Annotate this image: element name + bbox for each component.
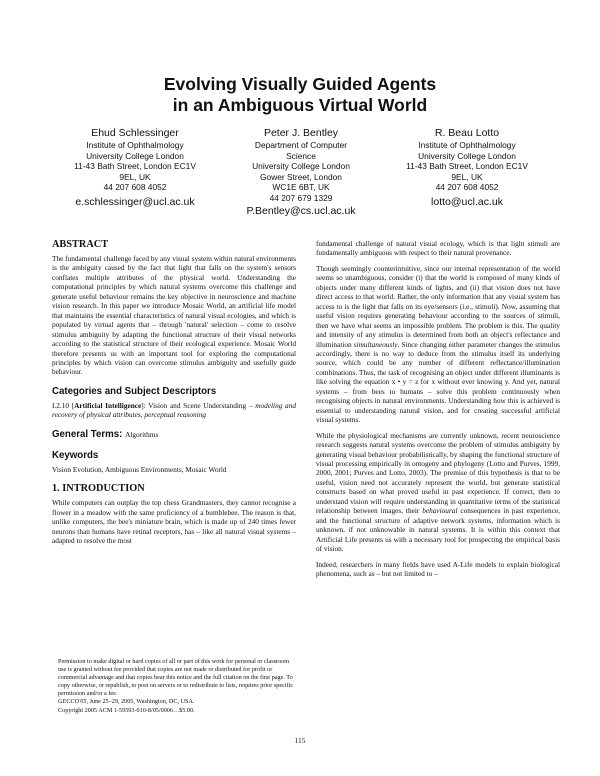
author-affiliation-line: 11-43 Bath Street, London EC1V — [406, 161, 528, 172]
author-name: R. Beau Lotto — [434, 127, 500, 139]
author-affiliation-line: WC1E 6BT, UK — [272, 182, 330, 193]
author-email[interactable]: P.Bentley@cs.ucl.ac.uk — [246, 204, 356, 217]
paragraph-text: . Since changing either parameter changes the stimulus accordingly, there is no way to deduce from the stimulus itself its underlying source, which could be any number of different reflectance/illumination combinations. Thus, the task of recognising an object under different illuminants is like solving the equation x • y = z for x without ever knowing y. And yet, natural systems – from bees to humans – solve this problem continuously when recognising objects in natural environments. Understanding how this is achieved is essential to understanding natural vision, and for creating successful artificial visual systems. — [316, 339, 560, 425]
paragraph-text: Though seemingly counterintuitive, since our internal representation of the world seems so unambiguous, consider (i) that the world is composed of many kinds of objects under many different kinds of lights, and (ii) that vision does not have direct access to that world. Rather, the only information that any visual system has access to is the light that falls on its eye/sensors (i.e., stimuli). Now, assuming that useful vision requires generating behaviour according to the sources of stimuli, then we have what seems an impossible problem. The problem is this. The quality and intensity of any stimulus is determined from both an object's reflectance and illumination — [316, 263, 560, 349]
author-email[interactable]: e.schlessinger@ucl.ac.uk — [75, 195, 195, 208]
author-affiliation-line: 9EL, UK — [451, 171, 483, 182]
paragraph: Indeed, researchers in many fields have used A-Life models to explain biological phenomena, such as – but not limited to – — [316, 559, 560, 578]
paragraph-text: consequences in past experience, and the functional structure of adaptive network systems, information which is unknown, if not unknowable in natural systems. It is within this context that Artificial Life presents us with a necessary tool for prospecting the empirical basis of vision. — [316, 506, 561, 554]
title-line-2: in an Ambiguous Virtual World — [172, 95, 428, 115]
author-block-1 — [50, 126, 220, 209]
keywords-text: Vision Evolution, Ambiguous Environments, Mosaic World — [52, 464, 227, 474]
right-column — [316, 239, 560, 584]
author-affiliation-line: Science — [286, 150, 316, 161]
copyright-line: Copyright 2005 ACM 1-59593-010-8/05/0006…$5.00. — [58, 706, 195, 714]
paragraph-text: While the physiological mechanisms are currently unknown, recent neuroscience research suggests natural systems overcome the problem of stimulus ambiguity by generating visual behaviour probabilistically, by shaping the functional structure of visual processing empirically in ontogeny and phylogeny (Lotto and Purves, 1999, 2000, 2001; Purves and Lotto, 2003). The premise of this hypothesis is that to be useful, vision need not accurately represent the world, but generate statistical constructs based on what proved useful in past experience. If correct, then to understand vision will require understanding in quantitative terms of the statistical relationship between images, their — [316, 430, 560, 516]
author-block-2 — [226, 126, 376, 218]
title-line-1: Evolving Visually Guided Agents — [163, 74, 437, 94]
paragraph-emphasis: behavioural — [422, 506, 458, 516]
author-block-3 — [382, 126, 552, 209]
categories-heading: Categories and Subject Descriptors — [52, 385, 217, 397]
general-terms-heading — [52, 429, 296, 441]
paragraph: fundamental challenge of natural visual ecology, which is that light stimuli are fundamentally ambiguous with respect to their natural provenance. — [316, 239, 560, 258]
general-terms-text: Algorithms — [125, 429, 159, 439]
author-name: Peter J. Bentley — [263, 127, 339, 139]
author-affiliation-line: 9EL, UK — [119, 171, 151, 182]
venue-line — [58, 698, 296, 706]
paragraph — [316, 431, 560, 554]
category-name: Artificial Intelligence — [74, 400, 142, 410]
left-column — [52, 239, 296, 546]
author-affiliation-line: 11-43 Bath Street, London EC1V — [74, 161, 196, 172]
introduction-heading: 1. INTRODUCTION — [52, 483, 145, 495]
author-affiliation-line: University College London — [86, 150, 184, 161]
abstract-heading: ABSTRACT — [52, 239, 109, 250]
paragraph-emphasis: simultaneously — [353, 339, 398, 349]
author-affiliation-line: Gower Street, London — [260, 171, 342, 182]
author-affiliation-line: University College London — [418, 150, 516, 161]
page-number: 115 — [294, 736, 306, 745]
author-email[interactable]: lotto@ucl.ac.uk — [431, 195, 503, 208]
category-subject: modeling and recovery of physical attributes, perceptual reasoning — [52, 400, 296, 420]
author-name: Ehud Schlessinger — [91, 127, 179, 139]
author-affiliation-line: Institute of Ophthalmology — [418, 140, 516, 150]
author-affiliation-line: 44 207 679 1329 — [269, 192, 333, 203]
paragraph — [316, 264, 560, 425]
introduction-text: While computers can outplay the top chess Grandmasters, they cannot recognise a flower in a meadow with the same proficiency of a bumblebee. The reason is that, unlike computers, the bee's miniature brain, which is made up of 240 times fewer neurons than humans have retinal receptors, has – like all natural visual systems – adapted to resolve the most — [52, 498, 296, 546]
keywords-heading: Keywords — [52, 449, 99, 461]
author-affiliation-line: University College London — [252, 161, 350, 172]
category-code: I.2.10 [ — [52, 400, 75, 410]
category-description: ]: Vision and Scene Understanding – — [141, 400, 256, 410]
paper-title — [0, 74, 600, 116]
categories-text — [52, 401, 296, 420]
permission-text: Permission to make digital or hard copies of all or part of this work for personal or classroom use is granted without fee provided that copies are not made or distributed for profit or commercial advantage and that copies bear this notice and the full citation on the first page. To copy otherwise, or republish, to post on servers or to redistribute to lists, requires prior specific permission and/or a fee. — [58, 658, 294, 698]
venue-name: GECCO'05 — [58, 698, 87, 706]
venue-details: , June 25–29, 2005, Washington, DC, USA. — [86, 698, 195, 706]
author-affiliation-line: 44 207 608 4052 — [103, 182, 167, 193]
author-affiliation-line: Department of Computer — [254, 140, 348, 150]
copyright-notice — [58, 658, 296, 715]
author-affiliation-line: 44 207 608 4052 — [435, 182, 499, 193]
general-terms-label: General Terms: — [52, 428, 123, 440]
abstract-text: The fundamental challenge faced by any visual system within natural environments is the ambiguity caused by the fact that light that falls on the system's sensors conflates multiple attributes of the physical world. Understanding the computational principles by which natural systems overcome this challenge and generate useful behaviour remains the key objective in neuroscience and machine vision research. In this paper we introduce Mosaic World, an artificial life model that maintains the essential characteristics of natural visual ecologies, and which is populated by virtual agents that – through 'natural' selection – come to resolve stimulus ambiguity by adapting the functional structure of their visual networks according to the statistical structure of their ecological experience. Mosaic World therefore presents us with an important tool for exploring the computational principles by which vision can overcome stimulus ambiguity and usefully guide behaviour. — [52, 254, 296, 377]
author-affiliation-line: Institute of Ophthalmology — [86, 140, 184, 150]
